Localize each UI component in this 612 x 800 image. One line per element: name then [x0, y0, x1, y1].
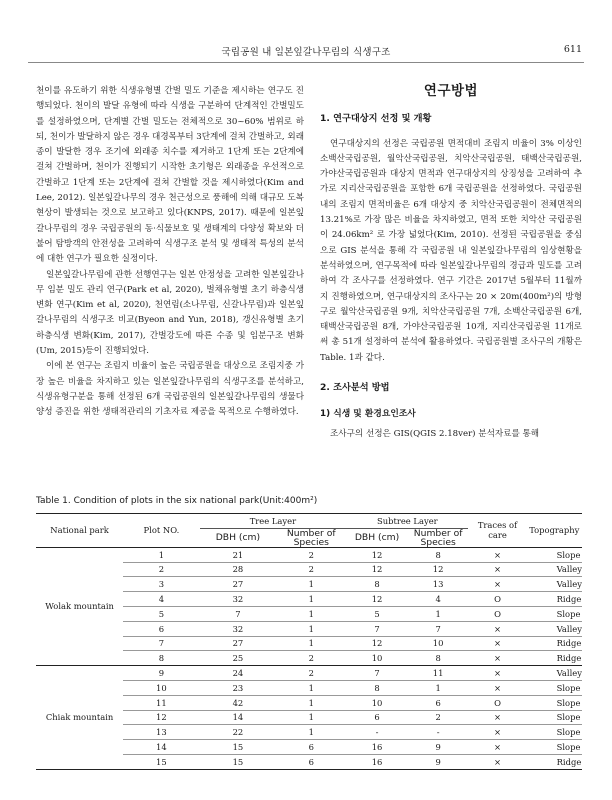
subtree-species-cell: - — [408, 725, 469, 740]
tree-dbh-cell: 32 — [200, 621, 277, 636]
subtree-dbh-cell: 12 — [346, 592, 408, 607]
plot-cell: 15 — [123, 754, 199, 769]
tree-dbh-cell: 15 — [200, 740, 277, 755]
topography-cell: Ridge — [527, 592, 582, 607]
plot-cell: 4 — [123, 592, 199, 607]
topography-cell: Valley — [527, 666, 582, 681]
subtree-dbh-cell: 10 — [346, 651, 408, 666]
left-column — [36, 84, 304, 421]
tree-species-cell: 1 — [276, 725, 346, 740]
running-title: 국립공원 내 일본잎갈나무림의 식생구조 — [221, 47, 391, 58]
plot-cell: 12 — [123, 710, 199, 725]
tree-species-cell: 1 — [276, 606, 346, 621]
subtree-dbh-cell: 12 — [346, 562, 408, 577]
tree-dbh-cell: 28 — [200, 562, 277, 577]
tree-species-cell: 1 — [276, 592, 346, 607]
plot-cell: 13 — [123, 725, 199, 740]
plots-table — [36, 513, 582, 770]
subtree-dbh-cell: 16 — [346, 754, 408, 769]
tree-dbh-cell: 32 — [200, 592, 277, 607]
subsubsection-title: 1) 식생 및 환경요인조사 — [320, 409, 416, 420]
subtree-species-cell: 9 — [408, 740, 469, 755]
body-paragraph: 일본잎갈나무림에 관한 선행연구는 일본 안정성을 고려한 일본잎갈나무 임분 밀도 관리 연구(Park et al, 2020), 벌채유형별 초기 하층식생 변화 연구(Kim et al, 2020), 천연림(소나무림, 신갈나무림)과 일본잎갈나무림의 식생구조 비교(Byeon and Yun, 2018), 갱신유형별 초기 하층식생 변화(Kim, 2017), 간벌강도에 따른 수종 및 임분구조 변화(Um, 2015)등이 진행되었다. — [36, 269, 304, 357]
traces-cell: × — [468, 666, 526, 681]
topography-cell: Slope — [527, 740, 582, 755]
subtree-species-cell: 12 — [408, 562, 469, 577]
topography-cell: Slope — [527, 695, 582, 710]
traces-cell: × — [468, 621, 526, 636]
subtree-species-cell: 6 — [408, 695, 469, 710]
table-row — [36, 666, 582, 681]
subtree-dbh-cell: 10 — [346, 695, 408, 710]
park-cell: Chiak mountain — [36, 666, 123, 770]
body-paragraph: 연구대상지의 선정은 국립공원 면적대비 조림지 비율이 3% 이상인 소백산국립공원, 월악산국립공원, 치악산국립공원, 태백산국립공원, 가야산국립공원과 대상지 면적과 연구대상지의 상징성을 고려하여 추가로 지리산국립공원을 포함한 6개 국립공원을 선정하였다. 국립공원 내의 조림지 면적비율은 6개 대상지 중 치악산국립공원이 전체면적의 13.21%로 가장 많은 비율을 차지하였고, 면적 또한 치악산 국립공원이 24.06km² 로 가장 넓었다(Kim, 2010). 선정된 국립공원을 중심으로 GIS 분석을 통해 각 국립공원 내 일본잎갈나무림의 임상현황을 분석하였으며, 연구목적에 따라 일본잎갈나무림의 경급과 밀도를 고려하여 각 조사구를 선정하였다. 연구 기간은 2017년 5월부터 11월까지 진행하였으며, 연구대상지의 조사구는 20 × 20m(400m²)의 방형구로 월악산국립공원 9개, 치악산국립공원 7개, 소백산국립공원 6개, 태백산국립공원 8개, 가야산국립공원 10개, 지리산국립공원 11개로써 총 51개 설정하여 분석에 활용하였다. 국립공원별 조사구의 개황은 Table. 1과 같다. — [320, 138, 582, 363]
subtree-dbh-cell: 8 — [346, 680, 408, 695]
subtree-species-cell: 2 — [408, 710, 469, 725]
topography-cell: Slope — [527, 606, 582, 621]
subtree-dbh-cell: 5 — [346, 606, 408, 621]
subtree-dbh-cell: 7 — [346, 621, 408, 636]
subtree-species-cell: 9 — [408, 754, 469, 769]
plot-cell: 11 — [123, 695, 199, 710]
subtree-species-cell: 13 — [408, 577, 469, 592]
subtree-species-cell: 4 — [408, 592, 469, 607]
plot-cell: 1 — [123, 547, 199, 562]
tree-species-cell: 6 — [276, 754, 346, 769]
topography-cell: Valley — [527, 621, 582, 636]
page-header — [0, 14, 612, 58]
table-body — [36, 547, 582, 769]
table-caption: Table 1. Condition of plots in the six national park(Unit:400m²) — [36, 496, 318, 506]
tree-dbh-cell: 24 — [200, 666, 277, 681]
body-paragraph: 이에 본 연구는 조림지 비율이 높은 국립공원을 대상으로 조림지중 가장 높은 비율을 차지하고 있는 일본잎갈나무림의 식생구조를 분석하고, 식생유형구분을 통해 선정된 6개 국립공원의 일본잎갈나무림의 생물다양성 증진을 위한 생태적관리의 기초자료 제공을 목적으로 수행하였다. — [36, 361, 304, 418]
topography-cell: Ridge — [527, 754, 582, 769]
subtree-species-cell: 11 — [408, 666, 469, 681]
traces-cell: × — [468, 740, 526, 755]
page-number: 611 — [563, 44, 582, 55]
col-header-tree-species: Number of Species — [276, 528, 346, 547]
plot-cell: 14 — [123, 740, 199, 755]
col-header-subtree-layer: Subtree Layer — [346, 514, 468, 529]
traces-cell: × — [468, 754, 526, 769]
topography-cell: Slope — [527, 710, 582, 725]
plot-cell: 6 — [123, 621, 199, 636]
col-header-subtree-species: Number of Species — [408, 528, 469, 547]
subtree-dbh-cell: - — [346, 725, 408, 740]
col-header-topography: Topography — [527, 514, 582, 548]
plot-cell: 5 — [123, 606, 199, 621]
tree-species-cell: 1 — [276, 680, 346, 695]
subtree-dbh-cell: 6 — [346, 710, 408, 725]
tree-species-cell: 1 — [276, 621, 346, 636]
section-title: 연구방법 — [423, 83, 479, 99]
traces-cell: × — [468, 725, 526, 740]
topography-cell: Ridge — [527, 651, 582, 666]
tree-species-cell: 1 — [276, 695, 346, 710]
subtree-species-cell: 8 — [408, 651, 469, 666]
tree-species-cell: 6 — [276, 740, 346, 755]
traces-cell: O — [468, 592, 526, 607]
subtree-dbh-cell: 8 — [346, 577, 408, 592]
subtree-species-cell: 7 — [408, 621, 469, 636]
tree-dbh-cell: 15 — [200, 754, 277, 769]
subsection-title: 1. 연구대상지 선정 및 개황 — [320, 113, 432, 125]
subsection-title: 2. 조사분석 방법 — [320, 382, 390, 394]
header-rule — [28, 62, 584, 63]
tree-dbh-cell: 22 — [200, 725, 277, 740]
topography-cell: Valley — [527, 562, 582, 577]
topography-cell: Valley — [527, 577, 582, 592]
plot-cell: 7 — [123, 636, 199, 651]
subtree-dbh-cell: 7 — [346, 666, 408, 681]
tree-species-cell: 1 — [276, 636, 346, 651]
subtree-species-cell: 10 — [408, 636, 469, 651]
traces-cell: × — [468, 680, 526, 695]
col-header-traces: Traces of care — [468, 514, 526, 548]
plot-cell: 9 — [123, 666, 199, 681]
right-column — [320, 84, 582, 442]
traces-cell: O — [468, 695, 526, 710]
subtree-dbh-cell: 12 — [346, 636, 408, 651]
tree-dbh-cell: 42 — [200, 695, 277, 710]
col-header-subtree-dbh: DBH (cm) — [346, 528, 408, 547]
table-row — [36, 547, 582, 562]
subtree-dbh-cell: 16 — [346, 740, 408, 755]
traces-cell: × — [468, 651, 526, 666]
tree-dbh-cell: 7 — [200, 606, 277, 621]
col-header-tree-dbh: DBH (cm) — [200, 528, 277, 547]
tree-dbh-cell: 25 — [200, 651, 277, 666]
tree-dbh-cell: 23 — [200, 680, 277, 695]
traces-cell: × — [468, 710, 526, 725]
subtree-species-cell: 1 — [408, 606, 469, 621]
body-paragraph: 천이를 유도하기 위한 식생유형별 간벌 밀도 기준을 제시하는 연구도 진행되었다. 천이의 발달 유형에 따라 식생을 구분하여 단계적인 간벌밀도를 설정하였으며, 단계별 간벌 밀도는 전체적으로 30~60% 범위로 하되, 천이가 발달하지 않은 경우 대경목부터 3단계에 걸쳐 간벌하고, 외래종이 발달한 경우 조기에 외래종 치수를 제거하고 1단계 또는 2단계에 걸쳐 간벌하며, 천이가 진행되기 시작한 초기형은 외래종을 우선적으로 간벌하고 1단계 또는 2단계에 걸쳐 간벌할 것을 제시하였다(Kim and Lee, 2012). 일본잎갈나무의 경우 천근성으로 풍해에 의해 대규모 도복현상이 발생되는 것으로 보고하고 있다(KNPS, 2017). 때문에 일본잎갈나무림의 경우 국립공원의 동·식물보호 및 생태계의 다양성 확보와 더불어 탐방객의 안전성을 고려하여 식생구조 분석 및 생태적 특성의 분석에 대한 연구가 필요한 실정이다. — [36, 86, 304, 265]
col-header-park: National park — [36, 514, 123, 548]
subtree-species-cell: 1 — [408, 680, 469, 695]
topography-cell: Slope — [527, 547, 582, 562]
plot-cell: 2 — [123, 562, 199, 577]
tree-species-cell: 2 — [276, 651, 346, 666]
col-header-tree-layer: Tree Layer — [200, 514, 347, 529]
tree-species-cell: 2 — [276, 547, 346, 562]
subtree-species-cell: 8 — [408, 547, 469, 562]
park-cell: Wolak mountain — [36, 547, 123, 665]
tree-species-cell: 2 — [276, 562, 346, 577]
topography-cell: Slope — [527, 680, 582, 695]
traces-cell: × — [468, 636, 526, 651]
tree-dbh-cell: 14 — [200, 710, 277, 725]
topography-cell: Ridge — [527, 636, 582, 651]
topography-cell: Slope — [527, 725, 582, 740]
traces-cell: O — [468, 606, 526, 621]
plot-cell: 10 — [123, 680, 199, 695]
traces-cell: × — [468, 547, 526, 562]
tree-species-cell: 1 — [276, 577, 346, 592]
plot-cell: 8 — [123, 651, 199, 666]
tree-species-cell: 2 — [276, 666, 346, 681]
col-header-plot: Plot NO. — [123, 514, 199, 548]
tree-species-cell: 1 — [276, 710, 346, 725]
body-paragraph: 조사구의 선정은 GIS(QGIS 2.18ver) 분석자료를 통해 — [330, 428, 540, 439]
tree-dbh-cell: 21 — [200, 547, 277, 562]
subtree-dbh-cell: 12 — [346, 547, 408, 562]
traces-cell: × — [468, 562, 526, 577]
tree-dbh-cell: 27 — [200, 577, 277, 592]
plot-cell: 3 — [123, 577, 199, 592]
tree-dbh-cell: 27 — [200, 636, 277, 651]
traces-cell: × — [468, 577, 526, 592]
